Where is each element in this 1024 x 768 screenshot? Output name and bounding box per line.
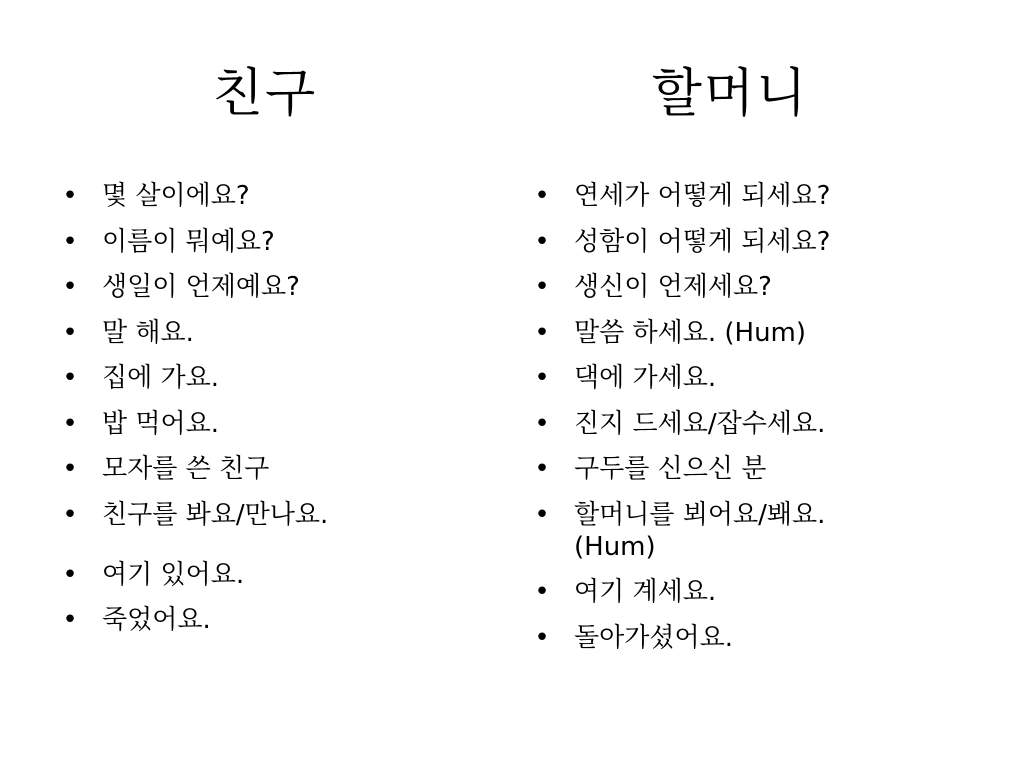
list-item: • 생일이 언제예요? [60,271,480,303]
list-item: • 모자를 쓴 친구 [60,453,480,485]
list-item: • 돌아가셨어요. [532,622,972,654]
right-column-title: 할머니 [651,64,809,124]
list-item: • 이름이 뭐예요? [60,226,480,258]
list-item: • 여기 계세요. [532,576,972,608]
bullet-icon: • [534,363,550,393]
list-item: • 죽었어요. [60,604,480,636]
bullet-icon: • [534,317,550,348]
bullet-icon: • [62,272,78,302]
bullet-icon: • [534,272,550,302]
left-column-title: 친구 [212,64,318,124]
bullet-icon: • [62,454,78,484]
bullet-icon: • [534,181,550,211]
list-item: • 구두를 신으신 분 [532,453,972,485]
list-item: • 친구를 봐요/만나요. [60,499,480,531]
list-item: • 성함이 어떻게 되세요? [532,226,972,258]
bullet-icon: • [62,181,78,211]
list-item: • 생신이 언제세요? [532,271,972,303]
bullet-icon: • [534,454,550,484]
right-bullet-list [532,180,972,667]
bullet-icon: • [62,363,78,393]
list-item: • 댁에 가세요. [532,362,972,394]
bullet-icon: • [62,605,78,635]
list-item: • 몇 살이에요? [60,180,480,212]
bullet-icon: • [534,499,550,530]
bullet-icon: • [62,408,78,439]
list-item: • 할머니를 뵈어요/봬요. (Hum) [532,499,972,563]
list-item: • 말 해요. [60,317,480,349]
bullet-icon: • [62,559,78,590]
bullet-icon: • [534,577,550,607]
list-item: • 진지 드세요/잡수세요. [532,408,972,440]
list-item: • 말씀 하세요. (Hum) [532,317,972,349]
list-item: • 연세가 어떻게 되세요? [532,180,972,212]
bullet-icon: • [62,317,78,348]
left-bullet-list [60,180,480,650]
bullet-icon: • [62,499,78,530]
bullet-icon: • [62,226,78,257]
bullet-icon: • [534,226,550,257]
bullet-icon: • [534,622,550,653]
bullet-icon: • [534,408,550,439]
list-item: • 집에 가요. [60,362,480,394]
list-item: • 밥 먹어요. [60,408,480,440]
list-item: • 여기 있어요. [60,559,480,591]
